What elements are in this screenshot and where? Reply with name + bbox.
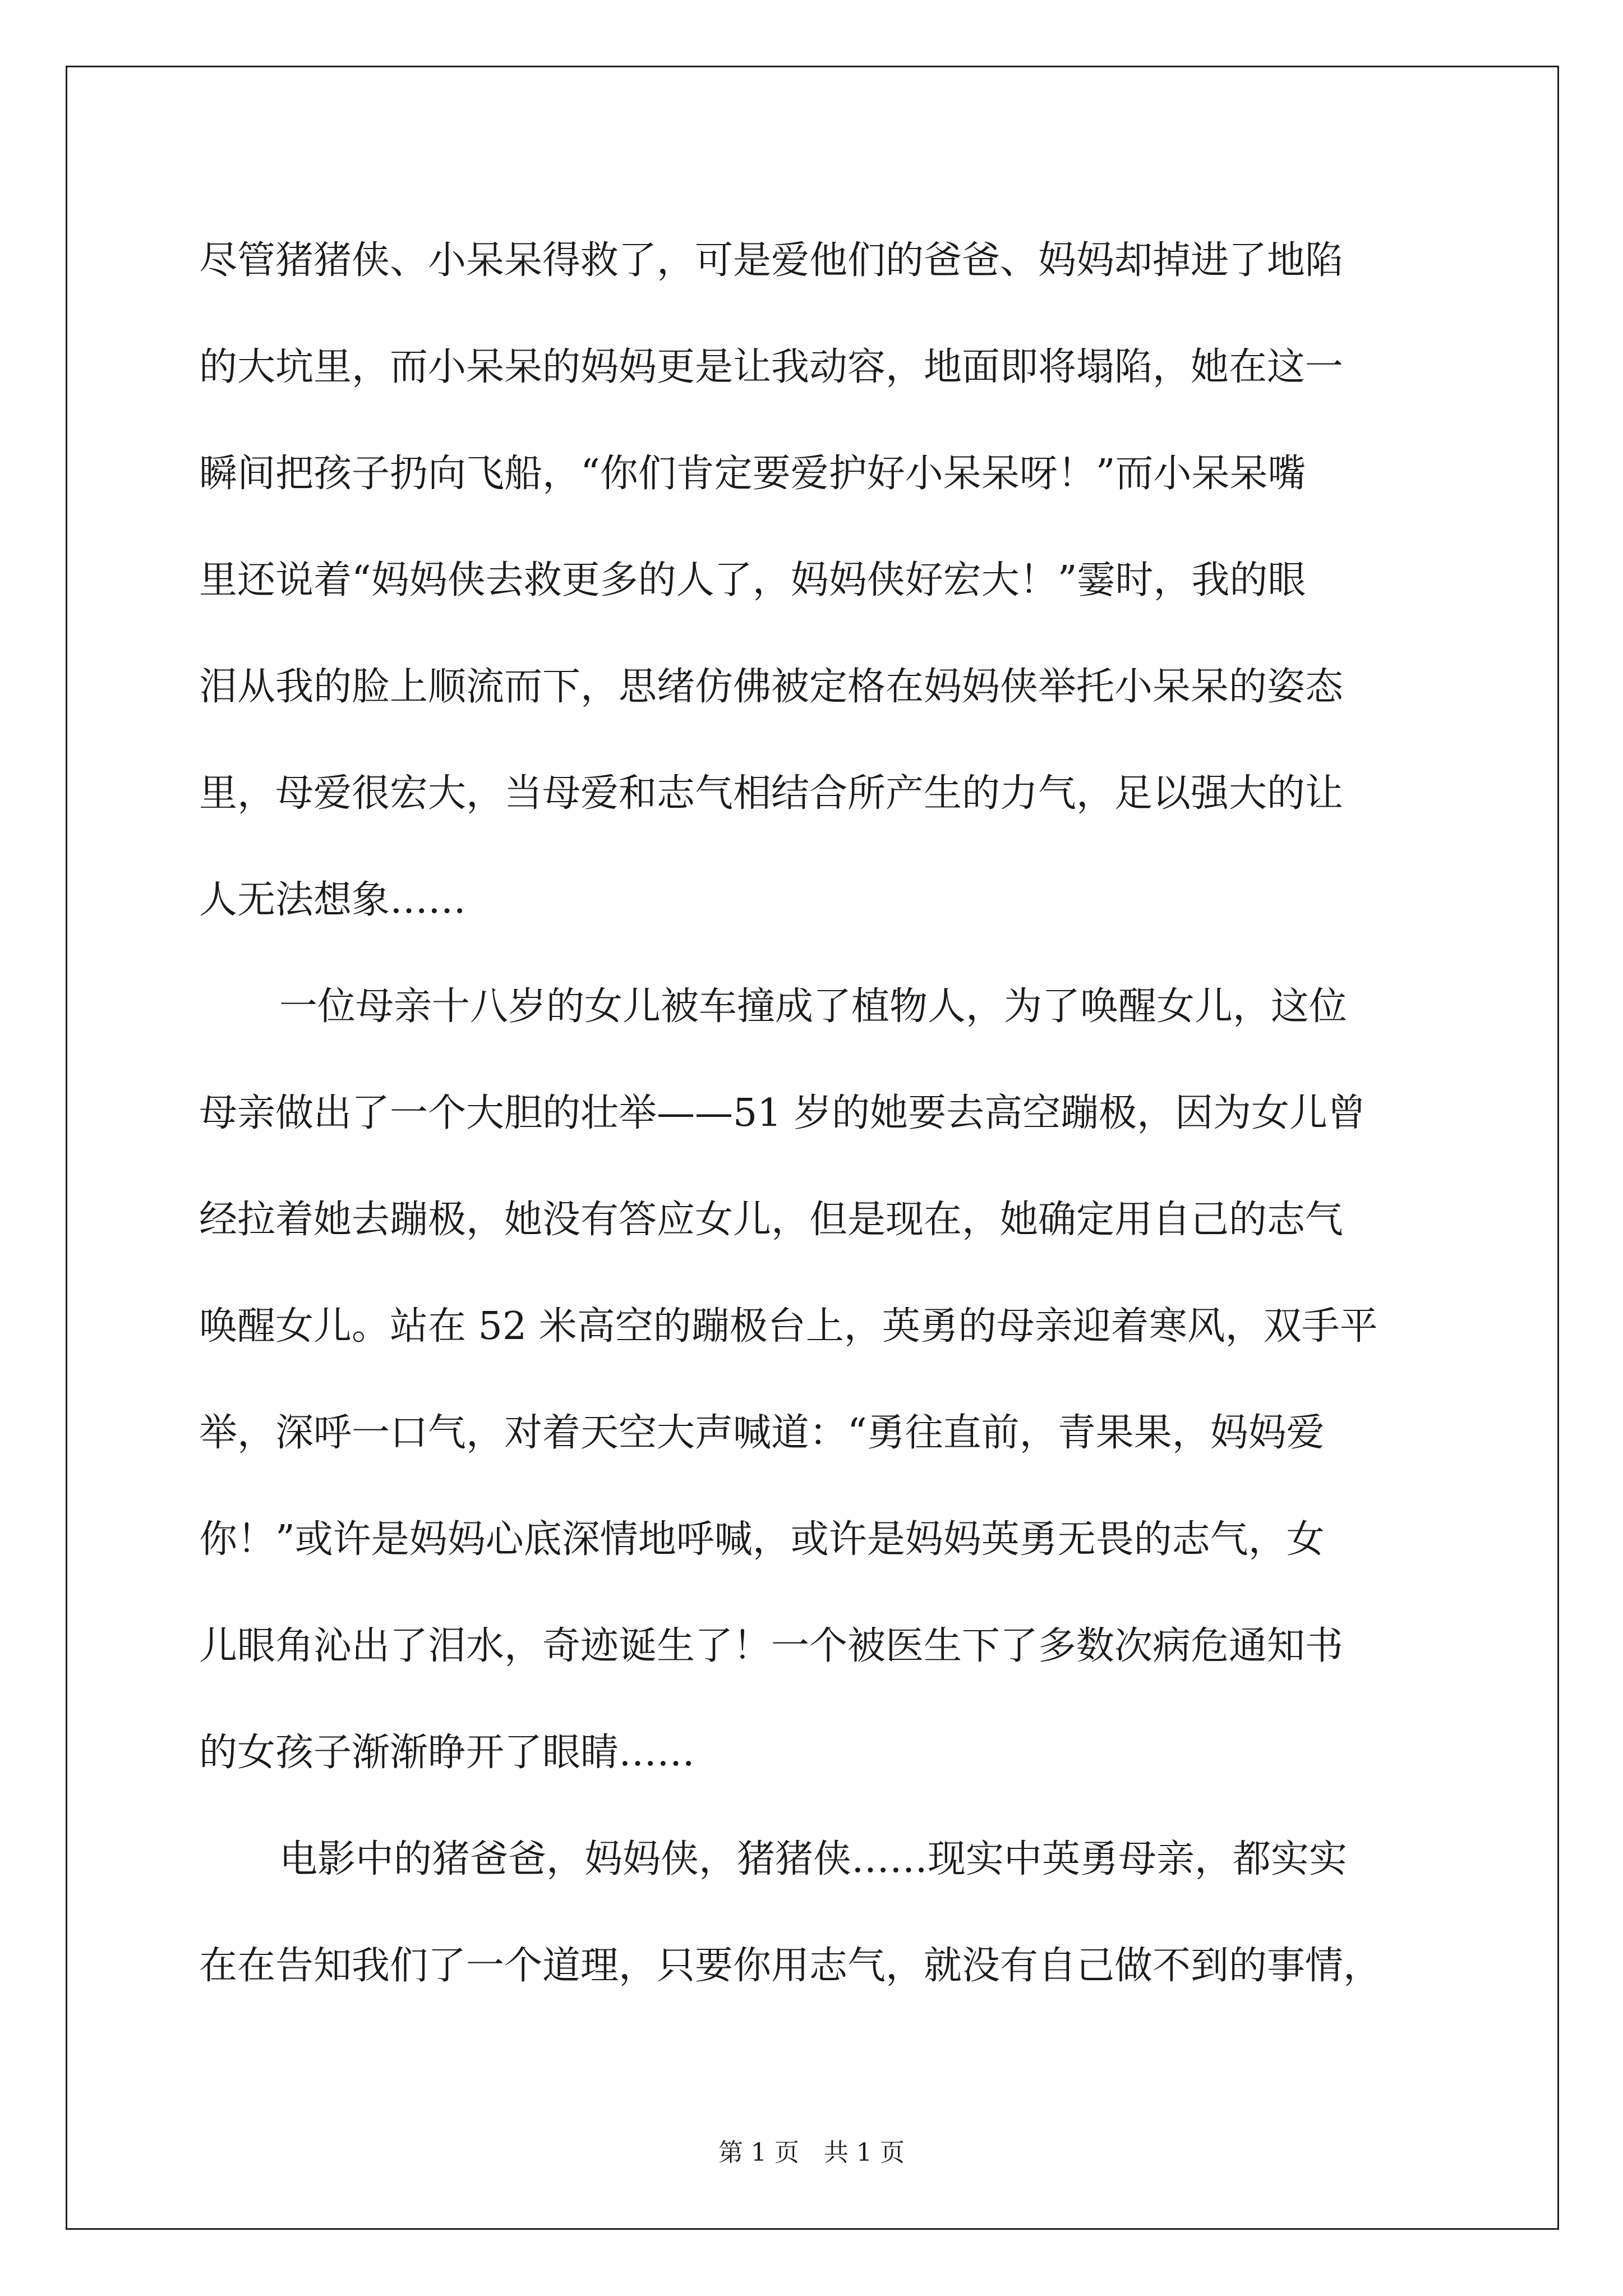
text-line: 儿眼角沁出了泪水，奇迹诞生了！一个被医生下了多数次病危通知书 [199,1624,1344,1668]
text-line: 你！”或许是妈妈心底深情地呼喊，或许是妈妈英勇无畏的志气，女 [199,1517,1325,1562]
text-line: 在在告知我们了一个道理，只要你用志气，就没有自己做不到的事情， [199,1944,1382,1988]
text-line: 瞬间把孩子扔向飞船，“你们肯定要爱护好小呆呆呀！”而小呆呆嘴 [199,452,1306,496]
paragraph [199,208,1433,954]
text-line: 里还说着“妈妈侠去救更多的人了，妈妈侠好宏大！”霎时，我的眼 [199,558,1306,602]
document-body [199,208,1433,2019]
text-line: 人无法想象…… [199,878,467,922]
text-line: 尽管猪猪侠、小呆呆得救了，可是爱他们的爸爸、妈妈却掉进了地陷 [199,238,1344,283]
text-line: 一位母亲十八岁的女儿被车撞成了植物人，为了唤醒女儿，这位 [279,984,1348,1029]
text-line: 举，深呼一口气，对着天空大声喊道：“勇往直前，青果果，妈妈爱 [199,1411,1325,1455]
text-line: 泪从我的脸上顺流而下，思绪仿佛被定格在妈妈侠举托小呆呆的姿态 [199,665,1344,709]
text-line: 电影中的猪爸爸，妈妈侠，猪猪侠……现实中英勇母亲，都实实 [279,1837,1348,1881]
paragraph [199,954,1433,1806]
text-line: 的女孩子渐渐睁开了眼睛…… [199,1731,695,1775]
page-footer: 第 1 页 共 1 页 [718,2138,905,2167]
text-line: 唤醒女儿。站在 52 米高空的蹦极台上，英勇的母亲迎着寒风，双手平 [199,1304,1378,1349]
text-line: 经拉着她去蹦极，她没有答应女儿，但是现在，她确定用自己的志气 [199,1198,1344,1242]
text-line: 里，母爱很宏大，当母爱和志气相结合所产生的力气，足以强大的让 [199,771,1344,816]
text-line: 母亲做出了一个大胆的壮举——51 岁的她要去高空蹦极，因为女儿曾 [199,1091,1366,1135]
text-line: 的大坑里，而小呆呆的妈妈更是让我动容，地面即将塌陷，她在这一 [199,345,1344,389]
paragraph [199,1806,1433,2019]
